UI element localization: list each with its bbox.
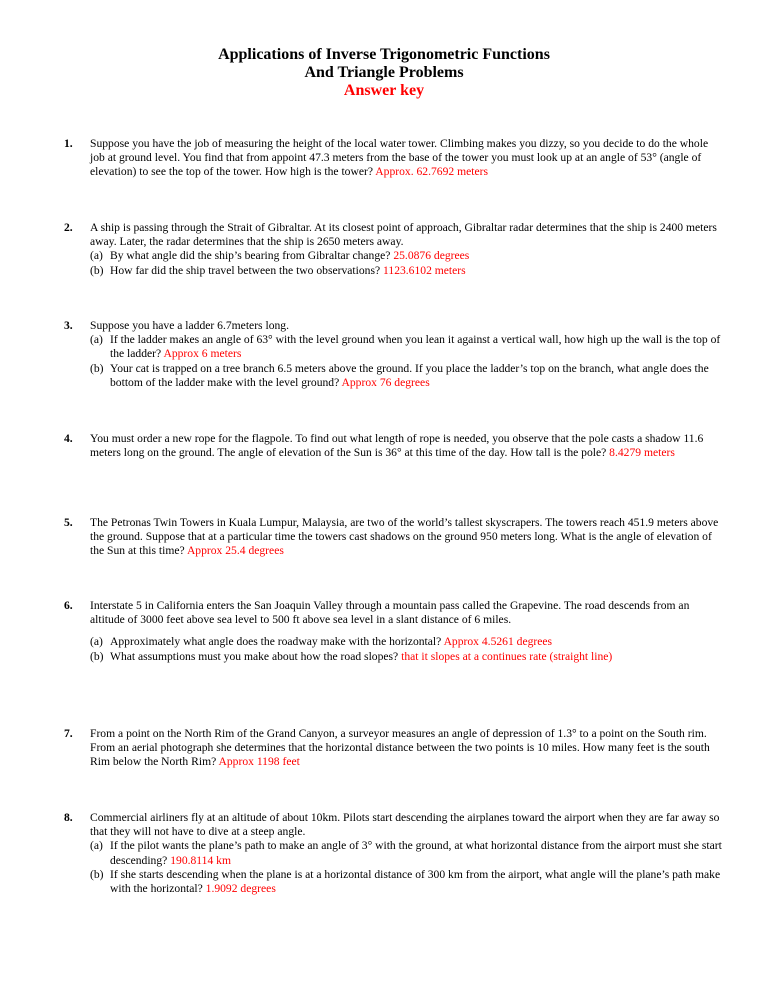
part-text: If the pilot wants the plane’s path to make an angle of 3° with the ground, at what horizontal distance from the airport must she start descending?: [110, 839, 722, 867]
problem-number: 5.: [64, 516, 73, 529]
problem-part: [90, 868, 724, 896]
part-text: If she starts descending when the plane is at a horizontal distance of 300 km from the airport, what angle will the plane’s path make with the horizontal?: [110, 867, 721, 896]
part-label: (a): [90, 249, 103, 263]
problem-answer: Approx 25.4 degrees: [186, 544, 284, 558]
part-answer: 190.8114 km: [170, 853, 231, 867]
part-label: (a): [90, 635, 103, 649]
part-answer: 1123.6102 meters: [383, 263, 466, 277]
problem-number: 3.: [64, 319, 73, 332]
part-answer: Approx 4.5261 degrees: [443, 635, 553, 649]
problem-6: [64, 599, 724, 664]
problem-part: [90, 650, 724, 664]
part-answer: Approx 76 degrees: [341, 375, 430, 389]
part-label: (a): [90, 839, 103, 853]
problem-text: A ship is passing through the Strait of Gibraltar. At its closest point of approach, Gibraltar radar determines that the ship is 2400 meters away. Later, the radar determines that the ship is 2650 meters away.: [90, 221, 717, 249]
part-answer: that it slopes at a continues rate (straight line): [401, 649, 613, 663]
part-text: If the ladder makes an angle of 63° with the level ground when you lean it against a vertical wall, how high up the wall is the top of the ladder?: [110, 333, 721, 361]
title-line-1: Applications of Inverse Trigonometric Functions: [218, 46, 550, 63]
problem-part: [90, 839, 724, 867]
problem-part: [90, 249, 724, 263]
answer-key-label: Answer key: [343, 82, 425, 99]
problem-part: [90, 264, 724, 278]
problem-text: Interstate 5 in California enters the San Joaquin Valley through a mountain pass called the Grapevine. The road descends from an altitude of 3000 feet above sea level to 500 ft above sea level in a slant distance of 6 miles.: [90, 599, 690, 627]
part-text: Your cat is trapped on a tree branch 6.5 meters above the ground. If you place the ladder’s top on the branch, what angle does the bottom of the ladder make with the level ground?: [110, 361, 709, 389]
problem-number: 2.: [64, 221, 73, 234]
part-answer: 25.0876 degrees: [393, 249, 470, 263]
problem-number: 1.: [64, 137, 73, 150]
problem-number: 8.: [64, 811, 73, 824]
problem-text: Suppose you have the job of measuring the height of the local water tower. Climbing makes you dizzy, so you decide to do the whole job at ground level. You find that from appoint 47.3 meters from the base of the tower you must look up at an angle of 53° (angle of elevation) to see the top of the tower. How high is the tower?: [90, 137, 709, 179]
part-text: By what angle did the ship’s bearing from Gibraltar change?: [110, 249, 391, 263]
problem-5: [64, 516, 724, 559]
problem-1: [64, 137, 724, 180]
problem-text: Commercial airliners fly at an altitude of about 10km. Pilots start descending the airplanes toward the airport when they are far away so that they will not have to dive at a steep angle.: [90, 811, 720, 839]
problem-number: 6.: [64, 599, 73, 612]
problem-number: 7.: [64, 727, 73, 740]
title-line-2: And Triangle Problems: [304, 64, 464, 81]
problem-part: [90, 333, 724, 361]
problem-part: [90, 362, 724, 390]
problem-answer: Approx 1198 feet: [218, 755, 300, 769]
problem-number: 4.: [64, 432, 73, 445]
part-answer: 1.9092 degrees: [205, 882, 276, 896]
problem-2: [64, 221, 724, 278]
problem-text: From a point on the North Rim of the Grand Canyon, a surveyor measures an angle of depression of 1.3° to a point on the South rim. From an aerial photograph she determines that the horizontal distance between the two points is 10 miles. How many feet is the south Rim below the North Rim?: [90, 727, 710, 769]
part-label: (b): [90, 867, 104, 881]
part-label: (b): [90, 649, 104, 663]
part-label: (b): [90, 263, 104, 277]
part-text: Approximately what angle does the roadway make with the horizontal?: [110, 635, 442, 649]
problem-text: Suppose you have a ladder 6.7meters long.: [90, 319, 289, 332]
problem-8: [64, 811, 724, 896]
part-label: (b): [90, 361, 104, 375]
part-text: What assumptions must you make about how the road slopes?: [110, 649, 399, 663]
problem-4: [64, 432, 724, 460]
problem-3: [64, 319, 724, 390]
problem-text: The Petronas Twin Towers in Kuala Lumpur, Malaysia, are two of the world’s tallest skyscrapers. The towers reach 451.9 meters above the ground. Suppose that at a particular time the towers cast shadows on the ground 950 meters long. What is the angle of elevation of the Sun at this time?: [90, 516, 719, 558]
part-label: (a): [90, 333, 103, 347]
problem-text: You must order a new rope for the flagpole. To find out what length of rope is needed, you observe that the pole casts a shadow 11.6 meters long on the ground. The angle of elevation of the Sun is 36° at this time of the day. How tall is the pole?: [90, 432, 704, 460]
part-answer: Approx 6 meters: [163, 347, 242, 361]
part-text: How far did the ship travel between the two observations?: [110, 263, 381, 277]
problem-answer: 8.4279 meters: [609, 446, 675, 460]
problem-answer: Approx. 62.7692 meters: [375, 165, 488, 179]
problem-part: [90, 635, 724, 649]
problem-7: [64, 727, 724, 770]
